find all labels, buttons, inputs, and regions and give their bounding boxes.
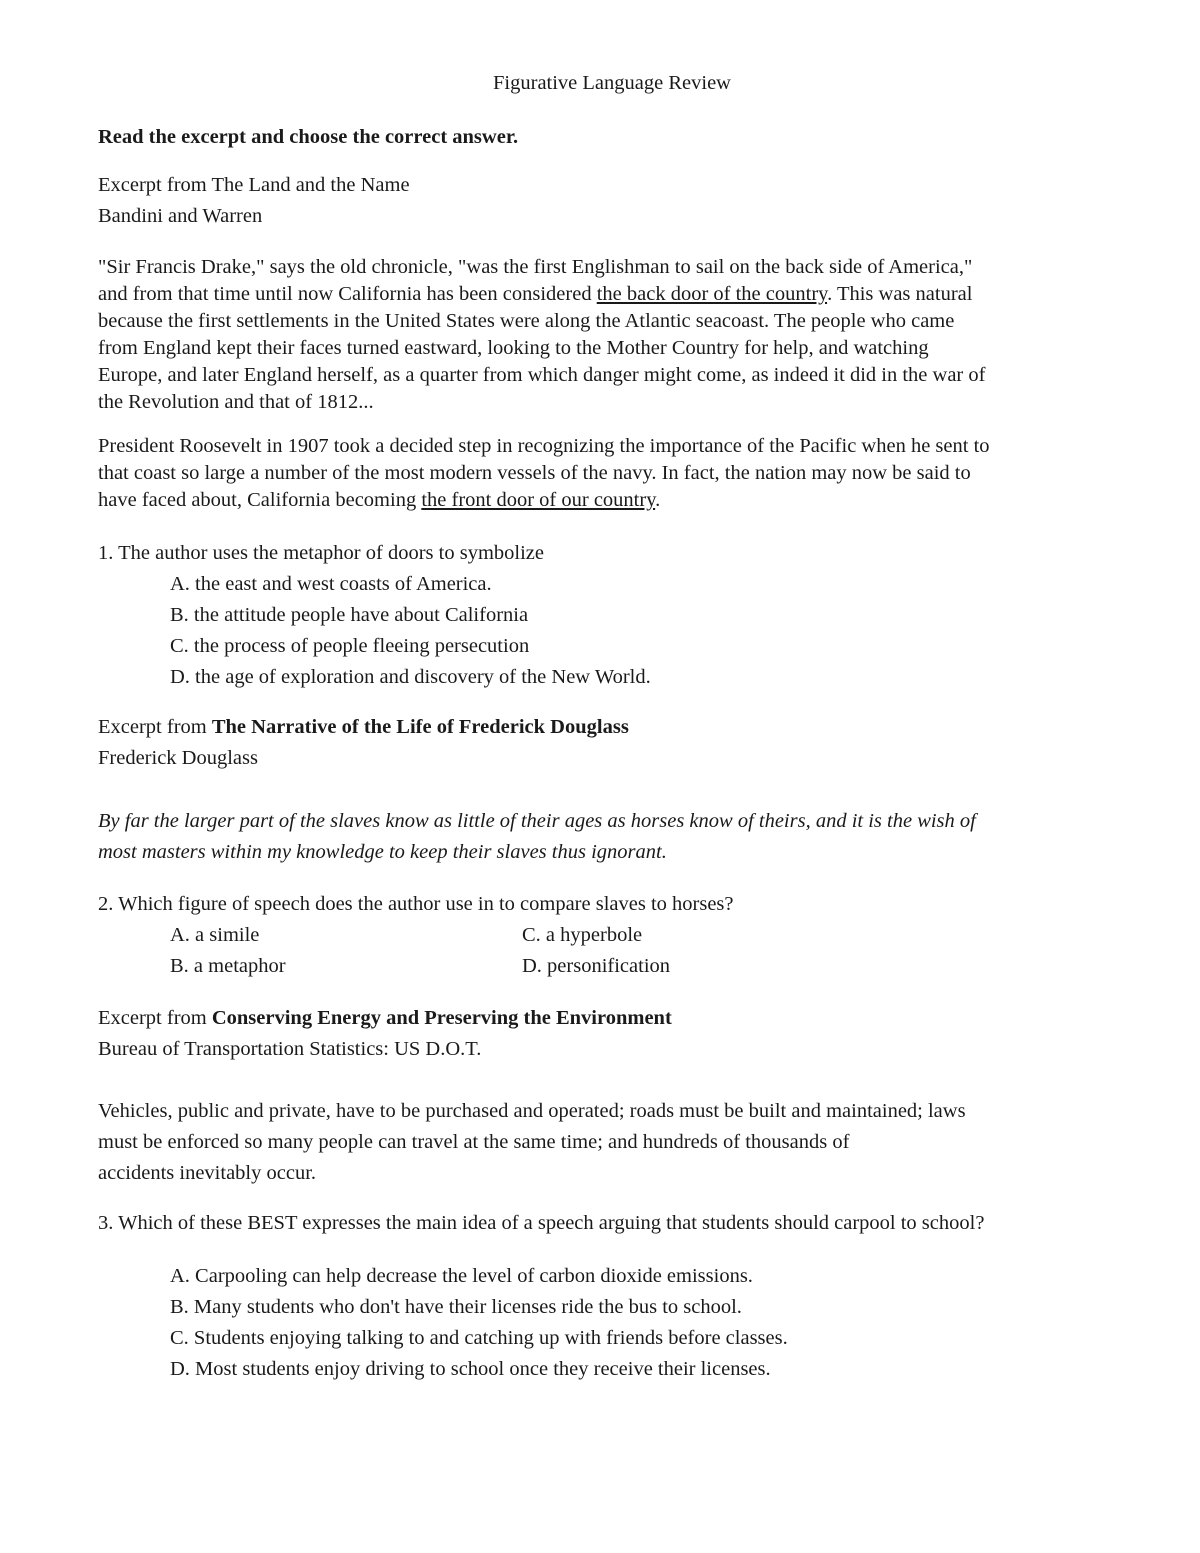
question-1-option-b: B. the attitude people have about California	[170, 604, 529, 626]
excerpt1-source: Excerpt from The Land and the Name	[98, 174, 410, 196]
excerpt1-p1-line5: Europe, and later England herself, as a quarter from which danger might come, as indeed it did in the war of	[98, 364, 986, 386]
excerpt1-header	[98, 172, 1138, 230]
question-3-option-c: C. Students enjoying talking to and catching up with friends before classes.	[170, 1327, 788, 1349]
page-title: Figurative Language Review	[493, 72, 731, 94]
excerpt1-p1-line6: the Revolution and that of 1812...	[98, 391, 374, 413]
excerpt3-author: Bureau of Transportation Statistics: US D.O.T.	[98, 1038, 482, 1060]
excerpt3-source-prefix: Excerpt from	[98, 1007, 212, 1029]
question-1-stem: 1. The author uses the metaphor of doors to symbolize	[98, 542, 544, 564]
question-2-stem: 2. Which figure of speech does the author use in to compare slaves to horses?	[98, 893, 734, 915]
excerpt1-paragraph1	[98, 254, 1138, 416]
excerpt1-p1-line1: "Sir Francis Drake," says the old chronicle, "was the first Englishman to sail on the back side of America,"	[98, 256, 973, 278]
excerpt1-p2-line2: that coast so large a number of the most modern vessels of the navy. In fact, the nation may now be said to	[98, 462, 971, 484]
excerpt1-p2-line3	[98, 487, 1138, 514]
question-1	[98, 540, 1138, 567]
excerpt3-source	[98, 1005, 1138, 1036]
excerpt1-p2-line3-post: .	[655, 489, 661, 511]
excerpt2-header	[98, 714, 1138, 772]
excerpt3-source-title: Conserving Energy and Preserving the Environment	[211, 1007, 672, 1029]
question-3-option-a: A. Carpooling can help decrease the level of carbon dioxide emissions.	[170, 1265, 753, 1287]
excerpt2-quote-line1: By far the larger part of the slaves know as little of their ages as horses know of theirs, and it is the wish of	[98, 810, 976, 832]
excerpt1-p1-line2	[98, 281, 1138, 308]
question-2	[98, 891, 1138, 918]
question-2-option-c: C. a hyperbole	[522, 924, 643, 946]
excerpt2-quote	[98, 808, 1138, 866]
excerpt1-p1-line4: from England kept their faces turned eastward, looking to the Mother Country for help, and watching	[98, 337, 929, 359]
excerpt1-p1-line3: because the first settlements in the United States were along the Atlantic seacoast. The people who came	[98, 310, 955, 332]
excerpt1-p2-line1: President Roosevelt in 1907 took a decided step in recognizing the importance of the Pacific when he sent to	[98, 435, 990, 457]
instruction-text: Read the excerpt and choose the correct answer.	[98, 126, 519, 148]
excerpt3-line3: accidents inevitably occur.	[98, 1162, 317, 1184]
excerpt1-p2-line3-pre: have faced about, California becoming	[98, 489, 422, 511]
question-2-option-d: D. personification	[522, 955, 671, 977]
excerpt3-header	[98, 1005, 1138, 1063]
question-3-stem: 3. Which of these BEST expresses the main idea of a speech arguing that students should carpool to school?	[98, 1212, 985, 1234]
question-3-option-d: D. Most students enjoy driving to school once they receive their licenses.	[170, 1358, 771, 1380]
excerpt2-author: Frederick Douglass	[98, 747, 258, 769]
question-1-option-a: A. the east and west coasts of America.	[170, 573, 492, 595]
question-1-option-c: C. the process of people fleeing persecution	[170, 635, 530, 657]
excerpt2-source-prefix: Excerpt from	[98, 716, 212, 738]
excerpt2-source-title: The Narrative of the Life of Frederick Douglass	[211, 716, 629, 738]
excerpt1-paragraph2	[98, 433, 1138, 514]
question-3	[98, 1210, 1138, 1237]
excerpt2-source	[98, 714, 1138, 745]
excerpt1-author: Bandini and Warren	[98, 205, 263, 227]
question-3-option-b: B. Many students who don't have their licenses ride the bus to school.	[170, 1296, 742, 1318]
question-1-option-d: D. the age of exploration and discovery of the New World.	[170, 666, 651, 688]
excerpt3-line1: Vehicles, public and private, have to be purchased and operated; roads must be built and maintained; laws	[98, 1100, 966, 1122]
excerpt3-line2: must be enforced so many people can travel at the same time; and hundreds of thousands of	[98, 1131, 850, 1153]
question-2-option-a: A. a simile	[170, 924, 260, 946]
excerpt1-p1-line2-pre: and from that time until now California has been considered	[98, 283, 597, 305]
front-door-phrase: the front door of our country	[421, 489, 656, 511]
excerpt1-p1-line2-post: . This was natural	[827, 283, 973, 305]
excerpt3-paragraph	[98, 1098, 1138, 1187]
back-door-phrase: the back door of the country	[596, 283, 828, 305]
question-2-option-b: B. a metaphor	[170, 955, 286, 977]
instruction	[98, 124, 1138, 151]
excerpt2-quote-line2: most masters within my knowledge to keep their slaves thus ignorant.	[98, 841, 667, 863]
